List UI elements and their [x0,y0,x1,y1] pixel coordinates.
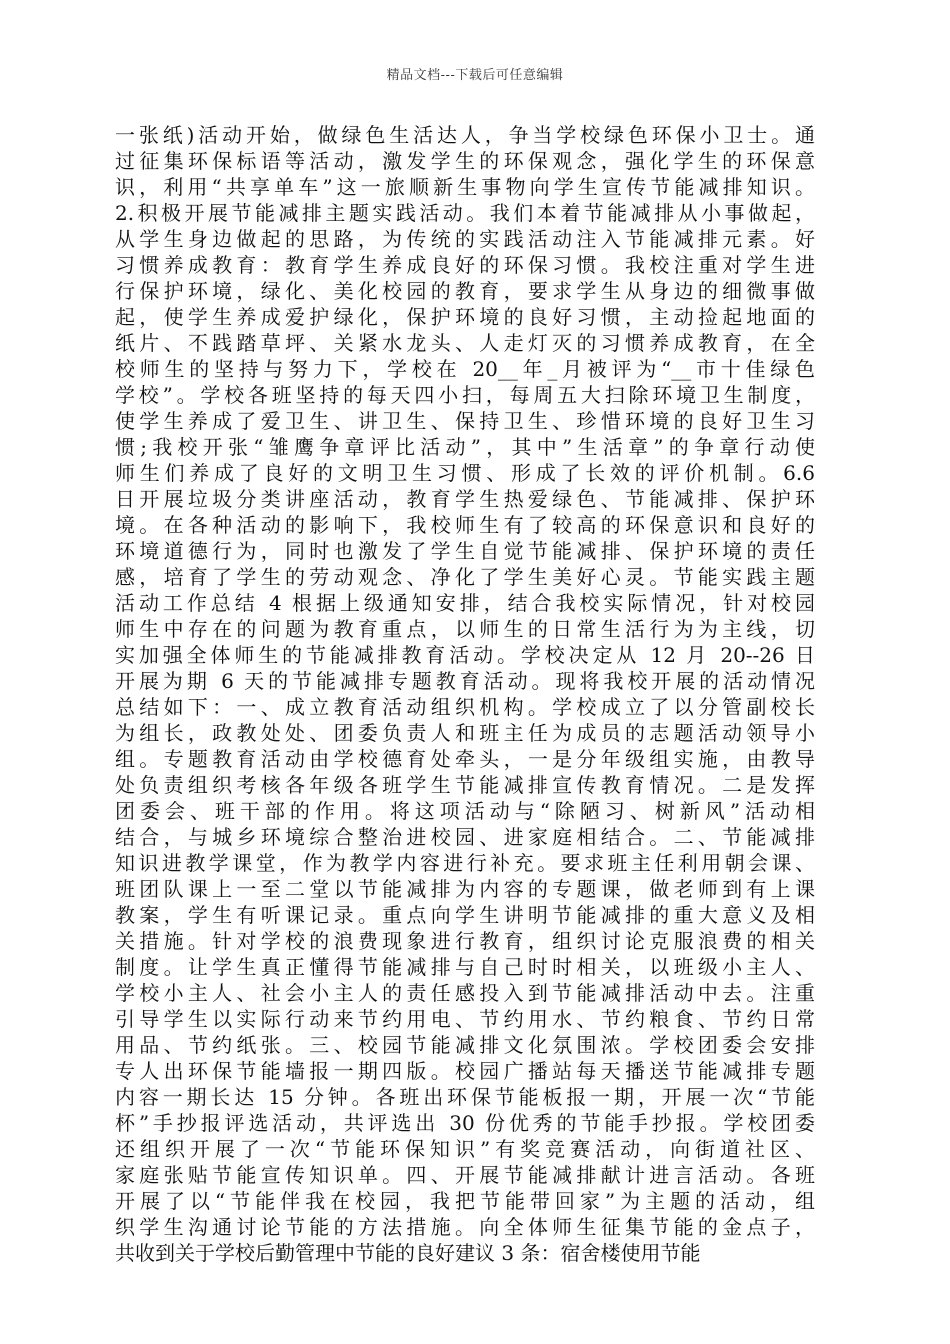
paragraph-line: 内容一期长达 15 分钟。各班出环保节能板报一期，开展一次“节能 [115,1085,815,1109]
paragraph-line: 境。在各种活动的影响下，我校师生有了较高的环保意识和良好的 [115,513,815,537]
paragraph-line: 处负责组织考核各年级各班学生节能减排宣传教育情况。二是发挥 [115,773,815,797]
paragraph-line: 织学生沟通讨论节能的方法措施。向全体师生征集节能的金点子， [115,1215,815,1239]
paragraph-line: 从学生身边做起的思路，为传统的实践活动注入节能减排元素。好 [115,227,815,251]
paragraph-line: 校师生的坚持与努力下，学校在 20__年_月被评为“__市十佳绿色 [115,357,815,381]
paragraph-line: 行保护环境，绿化、美化校园的教育，要求学生从身边的细微事做 [115,279,815,303]
paragraph-line: 学校”。学校各班坚持的每天四小扫，每周五大扫除环境卫生制度， [115,383,815,407]
paragraph-line: 2.积极开展节能减排主题实践活动。我们本着节能减排从小事做起， [115,201,815,225]
paragraph-line: 杯”手抄报评选活动，共评选出 30 份优秀的节能手抄报。学校团委 [115,1111,815,1135]
paragraph-line: 起，使学生养成爱护绿化，保护环境的良好习惯，主动捡起地面的 [115,305,815,329]
paragraph-line: 家庭张贴节能宣传知识单。四、开展节能减排献计进言活动。各班 [115,1163,815,1187]
paragraph-line: 学校小主人、社会小主人的责任感投入到节能减排活动中去。注重 [115,981,815,1005]
paragraph-line: 组。专题教育活动由学校德育处牵头，一是分年级组实施，由教导 [115,747,815,771]
paragraph-line: 识，利用“共享单车”这一旅顺新生事物向学生宣传节能减排知识。 [115,175,815,199]
paragraph-line: 开展了以“节能伴我在校园，我把节能带回家”为主题的活动，组 [115,1189,815,1213]
paragraph-line: 团委会、班干部的作用。将这项活动与“除陋习、树新风”活动相 [115,799,815,823]
paragraph-line: 结合，与城乡环境综合整治进校园、进家庭相结合。二、节能减排 [115,825,815,849]
paragraph-line: 环境道德行为，同时也激发了学生自觉节能减排、保护环境的责任 [115,539,815,563]
paragraph-line: 一张纸)活动开始，做绿色生活达人，争当学校绿色环保小卫士。通 [115,123,815,147]
paragraph-line: 惯;我校开张“雏鹰争章评比活动”，其中”生活章”的争章行动使 [115,435,815,459]
paragraph-line: 感，培育了学生的劳动观念、净化了学生美好心灵。节能实践主题 [115,565,815,589]
document-body [115,122,815,1266]
paragraph-line: 实加强全体师生的节能减排教育活动。学校决定从 12 月 20--26 日 [115,643,815,667]
paragraph-line: 师生中存在的问题为教育重点，以师生的日常生活行为为主线，切 [115,617,815,641]
paragraph-line: 使学生养成了爱卫生、讲卫生、保持卫生、珍惜环境的良好卫生习 [115,409,815,433]
paragraph-line: 制度。让学生真正懂得节能减排与自己时时相关，以班级小主人、 [115,955,815,979]
paragraph-line: 班团队课上一至二堂以节能减排为内容的专题课，做老师到有上课 [115,877,815,901]
paragraph-line: 引导学生以实际行动来节约用电、节约用水、节约粮食、节约日常 [115,1007,815,1031]
paragraph-line: 知识进教学课堂，作为教学内容进行补充。要求班主任利用朝会课、 [115,851,815,875]
paragraph-line: 专人出环保节能墙报一期四版。校园广播站每天播送节能减排专题 [115,1059,815,1083]
paragraph-line: 关措施。针对学校的浪费现象进行教育，组织讨论克服浪费的相关 [115,929,815,953]
paragraph-line: 师生们养成了良好的文明卫生习惯、形成了长效的评价机制。6.6 [115,461,815,485]
paragraph-line: 纸片、不践踏草坪、关紧水龙头、人走灯灭的习惯养成教育，在全 [115,331,815,355]
paragraph-line: 教案，学生有听课记录。重点向学生讲明节能减排的重大意义及相 [115,903,815,927]
paragraph-line: 活动工作总结 4 根据上级通知安排，结合我校实际情况，针对校园 [115,591,815,615]
page-header: 精品文档---下载后可任意编辑 [386,68,564,83]
paragraph-line: 习惯养成教育：教育学生养成良好的环保习惯。我校注重对学生进 [115,253,815,277]
paragraph-line: 还组织开展了一次“节能环保知识”有奖竞赛活动，向街道社区、 [115,1137,815,1161]
paragraph-line: 日开展垃圾分类讲座活动，教育学生热爱绿色、节能减排、保护环 [115,487,815,511]
paragraph-line: 为组长，政教处处、团委负责人和班主任为成员的志题活动领导小 [115,721,815,745]
paragraph-line: 共收到关于学校后勤管理中节能的良好建议 3 条：宿舍楼使用节能 [115,1241,701,1265]
paragraph-line: 开展为期 6 天的节能减排专题教育活动。现将我校开展的活动情况 [115,669,815,693]
paragraph-line: 用品、节约纸张。三、校园节能减排文化氛围浓。学校团委会安排 [115,1033,815,1057]
paragraph-line: 过征集环保标语等活动，激发学生的环保观念，强化学生的环保意 [115,149,815,173]
paragraph-line: 总结如下：一、成立教育活动组织机构。学校成立了以分管副校长 [115,695,815,719]
